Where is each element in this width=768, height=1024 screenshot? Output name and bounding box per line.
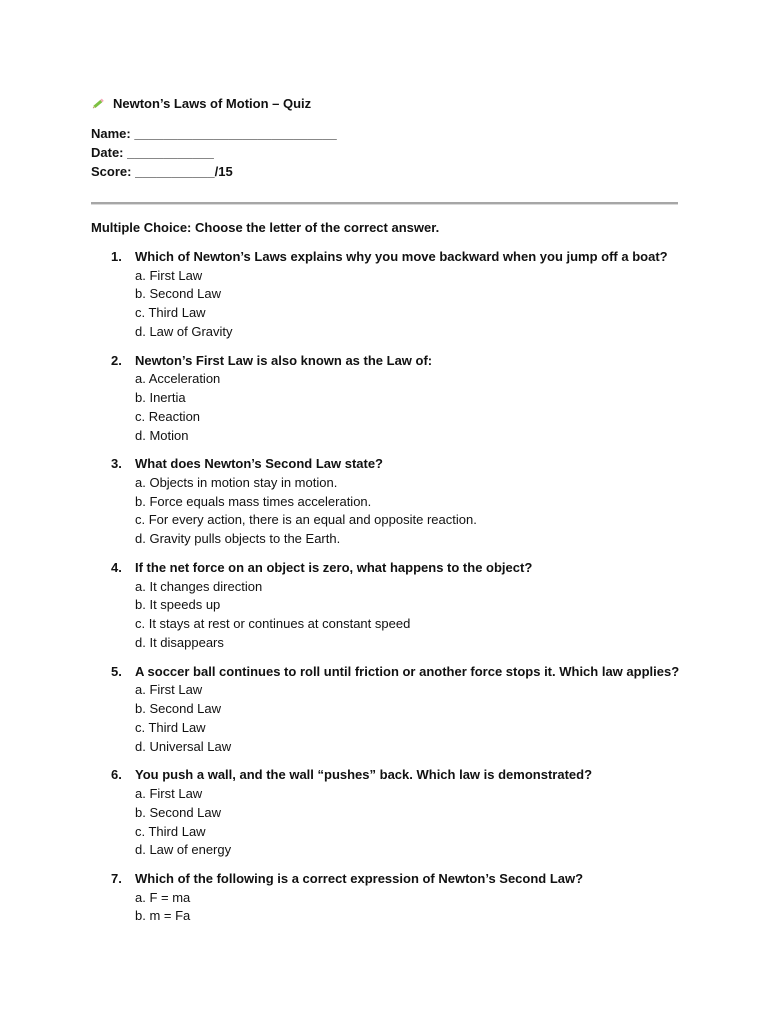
option-d: d. Law of Gravity [135,323,233,339]
student-fields [91,124,337,181]
option-a: a. First Law [135,682,203,698]
option-c: c. It stays at rest or continues at constant speed [135,616,411,632]
question-number: 1. [111,249,122,264]
question-number: 6. [111,767,122,783]
quiz-title: Newton’s Laws of Motion – Quiz [113,95,312,111]
name-field: Name: ____________________________ [91,126,337,141]
option-b: b. Force equals mass times acceleration. [135,493,372,509]
option-a: a. Objects in motion stay in motion. [135,474,338,490]
option-d: d. It disappears [135,634,224,650]
question-text: A soccer ball continues to roll until friction or another force stops it. Which law applies? [135,663,680,679]
option-c: c. Third Law [135,719,206,735]
option-b: b. Second Law [135,286,222,302]
question-4 [111,559,711,653]
question-text: If the net force on an object is zero, what happens to the object? [135,560,533,576]
option-b: b. Second Law [135,701,222,717]
horizontal-divider [91,202,678,205]
option-list [135,267,711,342]
option-c: c. Third Law [135,823,206,839]
option-b: b. Second Law [135,804,222,820]
question-number: 3. [111,456,122,472]
date-field: Date: ____________ [91,145,214,160]
option-list [135,474,711,549]
question-list [111,248,711,936]
question-text: Which of the following is a correct expression of Newton’s Second Law? [135,871,584,887]
option-b: b. Inertia [135,389,186,405]
question-2 [111,352,711,446]
option-d: d. Law of energy [135,842,232,858]
option-a: a. It changes direction [135,578,263,594]
option-c: c. Third Law [135,305,206,321]
question-number: 4. [111,560,122,576]
option-a: a. Acceleration [135,371,221,387]
option-d: d. Universal Law [135,738,232,754]
pencil-icon [91,95,107,111]
option-c: c. Reaction [135,408,201,424]
question-6 [111,766,711,860]
score-field: Score: ___________/15 [91,164,233,179]
question-3 [111,455,711,549]
question-1 [111,248,711,342]
option-b: b. m = Fa [135,908,191,924]
option-list [135,370,711,445]
question-number: 2. [111,352,122,368]
instructions: Multiple Choice: Choose the letter of the correct answer. [91,220,440,235]
option-a: a. F = ma [135,889,191,905]
option-a: a. First Law [135,785,203,801]
question-text: What does Newton’s Second Law state? [135,456,383,472]
question-number: 5. [111,663,122,679]
question-text: Which of Newton’s Laws explains why you move backward when you jump off a boat? [135,249,668,264]
question-number: 7. [111,871,122,887]
question-7 [111,870,711,926]
question-text: Newton’s First Law is also known as the Law of: [135,352,433,368]
option-list [135,889,711,927]
question-5 [111,663,711,757]
title-row [91,94,311,112]
question-text: You push a wall, and the wall “pushes” back. Which law is demonstrated? [135,767,593,783]
option-d: d. Gravity pulls objects to the Earth. [135,531,341,547]
option-a: a. First Law [135,267,203,283]
option-c: c. For every action, there is an equal and opposite reaction. [135,512,477,528]
option-list [135,681,711,756]
option-b: b. It speeds up [135,597,221,613]
option-list [135,785,711,860]
option-list [135,578,711,653]
option-d: d. Motion [135,427,189,443]
